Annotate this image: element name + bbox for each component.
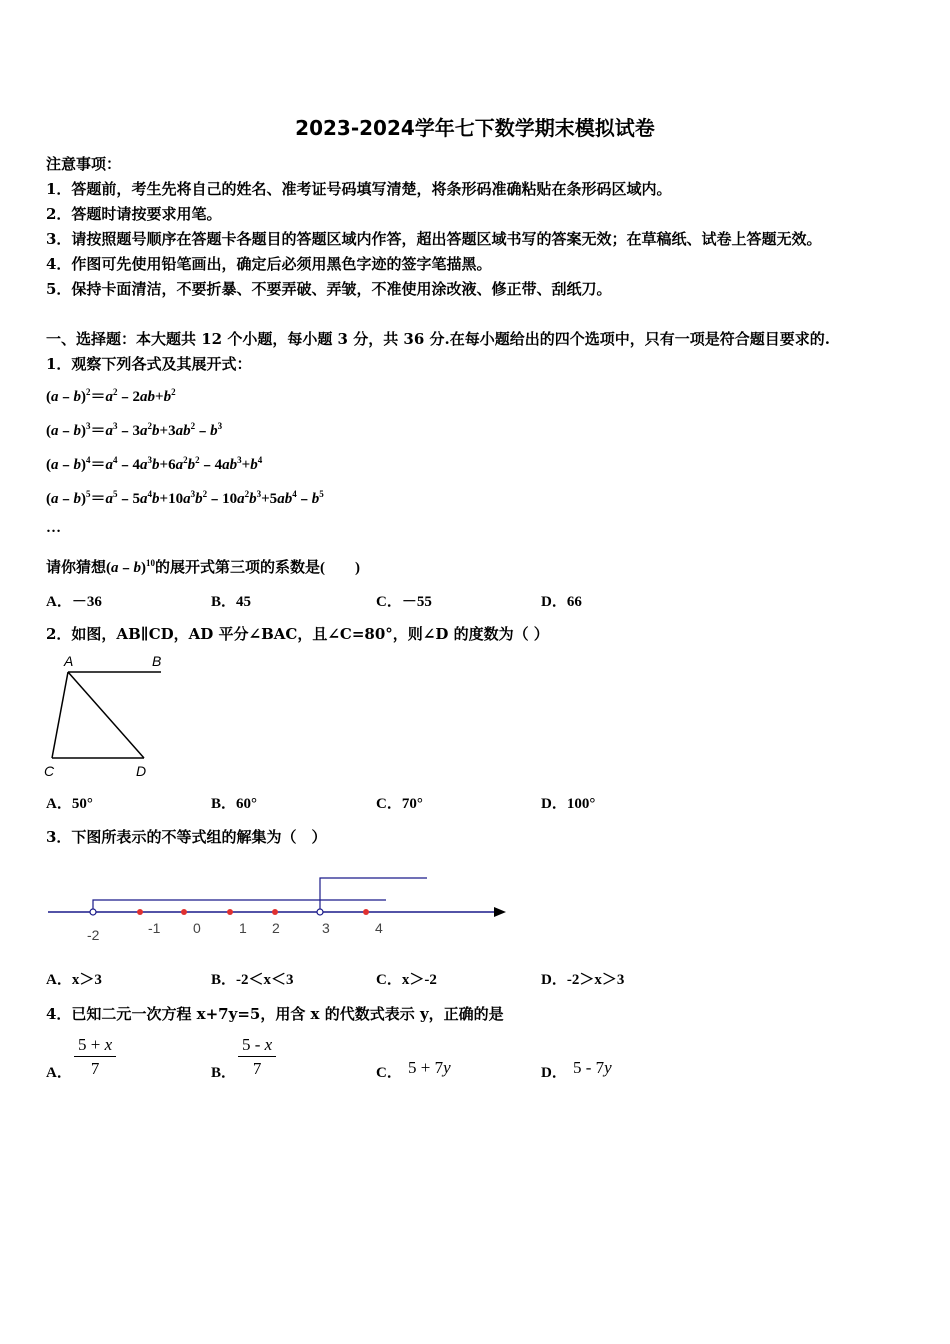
question-4-stem: 4．已知二元一次方程 x+7y=5，用含 x 的代数式表示 y，正确的是 (46, 1005, 504, 1023)
q4-option-c-expression: 5 + 7y (408, 1058, 451, 1077)
q3-option-a[interactable]: A．x＞3 (46, 972, 102, 988)
section-heading: 一、选择题：本大题共 12 个小题，每小题 3 分，共 36 分.在每小题给出的四个选项中，只有一项是符合题目要求的. (46, 330, 830, 348)
q1-option-b[interactable]: B．45 (211, 594, 252, 610)
parallel-lines-figure (40, 650, 180, 785)
q2-option-c[interactable]: C．70° (376, 796, 423, 812)
q1-option-a[interactable]: A．－36 (46, 594, 102, 610)
tick-label: 4 (375, 920, 383, 936)
number-line-figure (44, 870, 514, 950)
ellipsis: … (46, 520, 61, 536)
expansion-fifth: $(a﹣b)^5=a^5﹣5a^4b+10a^3b^2﹣10a^2b^3+5ab^4﹣b^5$ (46, 489, 324, 507)
expansion-cube: $(a﹣b)^3=a^3﹣3a^2b+3ab^2﹣b^3$ (46, 421, 223, 439)
notice-heading: 注意事项： (46, 155, 122, 173)
q1-option-d[interactable]: D．66 (541, 594, 582, 610)
q4-option-b-fraction: $\frac{5 - x}{7}$ (238, 1034, 276, 1081)
q2-option-a[interactable]: A．50° (46, 796, 93, 812)
tick-label: 0 (193, 920, 201, 936)
q4-option-a[interactable]: A． (46, 1065, 72, 1081)
point-c-label: C (44, 763, 55, 779)
notice-item: 3．请按照题号顺序在答题卡各题目的答题区域内作答，超出答题区域书写的答案无效；在草稿纸、试卷上答题无效。 (46, 230, 822, 248)
expansion-square: $(a﹣b)^2=a^2﹣2ab+b^2$ (46, 387, 176, 405)
notice-item: 1．答题前，考生先将自己的姓名、准考证号码填写清楚，将条形码准确粘贴在条形码区域内。 (46, 180, 672, 198)
q3-option-d[interactable]: D．-2＞x＞3 (541, 972, 625, 988)
question-3-stem: 3．下图所表示的不等式组的解集为（ ） (46, 828, 327, 846)
q2-option-b[interactable]: B．60° (211, 796, 258, 812)
q3-option-c[interactable]: C．x＞-2 (376, 972, 437, 988)
tick-label: 3 (322, 920, 330, 936)
expansion-fourth: $(a﹣b)^4=a^4﹣4a^3b+6a^2b^2﹣4ab^3+b^4$ (46, 455, 263, 473)
q4-option-b[interactable]: B． (211, 1065, 237, 1081)
page-title: 2023-2024学年七下数学期末模拟试卷 (295, 116, 655, 140)
notice-item: 2．答题时请按要求用笔。 (46, 205, 222, 223)
question-2-stem: 2．如图，AB∥CD，AD 平分∠BAC，且∠C=80°，则∠D 的度数为（ ） (46, 625, 549, 643)
tick-label: 2 (272, 920, 280, 936)
tick-label: -2 (87, 927, 100, 943)
question-1-stem: 1．观察下列各式及其展开式： (46, 355, 252, 373)
q4-option-d[interactable]: D． (541, 1065, 567, 1081)
q4-option-d-expression: 5 - 7y (573, 1058, 612, 1077)
q4-option-c[interactable]: C． (376, 1065, 402, 1081)
q4-option-a-fraction: $\frac{5 + x}{7}$ (74, 1034, 116, 1081)
point-a-label: A (64, 653, 74, 669)
point-b-label: B (152, 653, 162, 669)
notice-item: 4．作图可先使用铅笔画出，确定后必须用黑色字迹的签字笔描黑。 (46, 255, 492, 273)
notice-item: 5．保持卡面清洁，不要折暴、不要弄破、弄皱，不准使用涂改液、修正带、刮纸刀。 (46, 280, 612, 298)
tick-label: -1 (148, 920, 161, 936)
point-d-label: D (136, 763, 147, 779)
q3-option-b[interactable]: B．-2＜x＜3 (211, 972, 294, 988)
q1-option-c[interactable]: C．－55 (376, 594, 432, 610)
question-1-prompt: 请你猜想(a﹣b)$^{10}$的展开式第三项的系数是( ) (46, 558, 361, 576)
q2-option-d[interactable]: D．100° (541, 796, 596, 812)
tick-label: 1 (239, 920, 247, 936)
